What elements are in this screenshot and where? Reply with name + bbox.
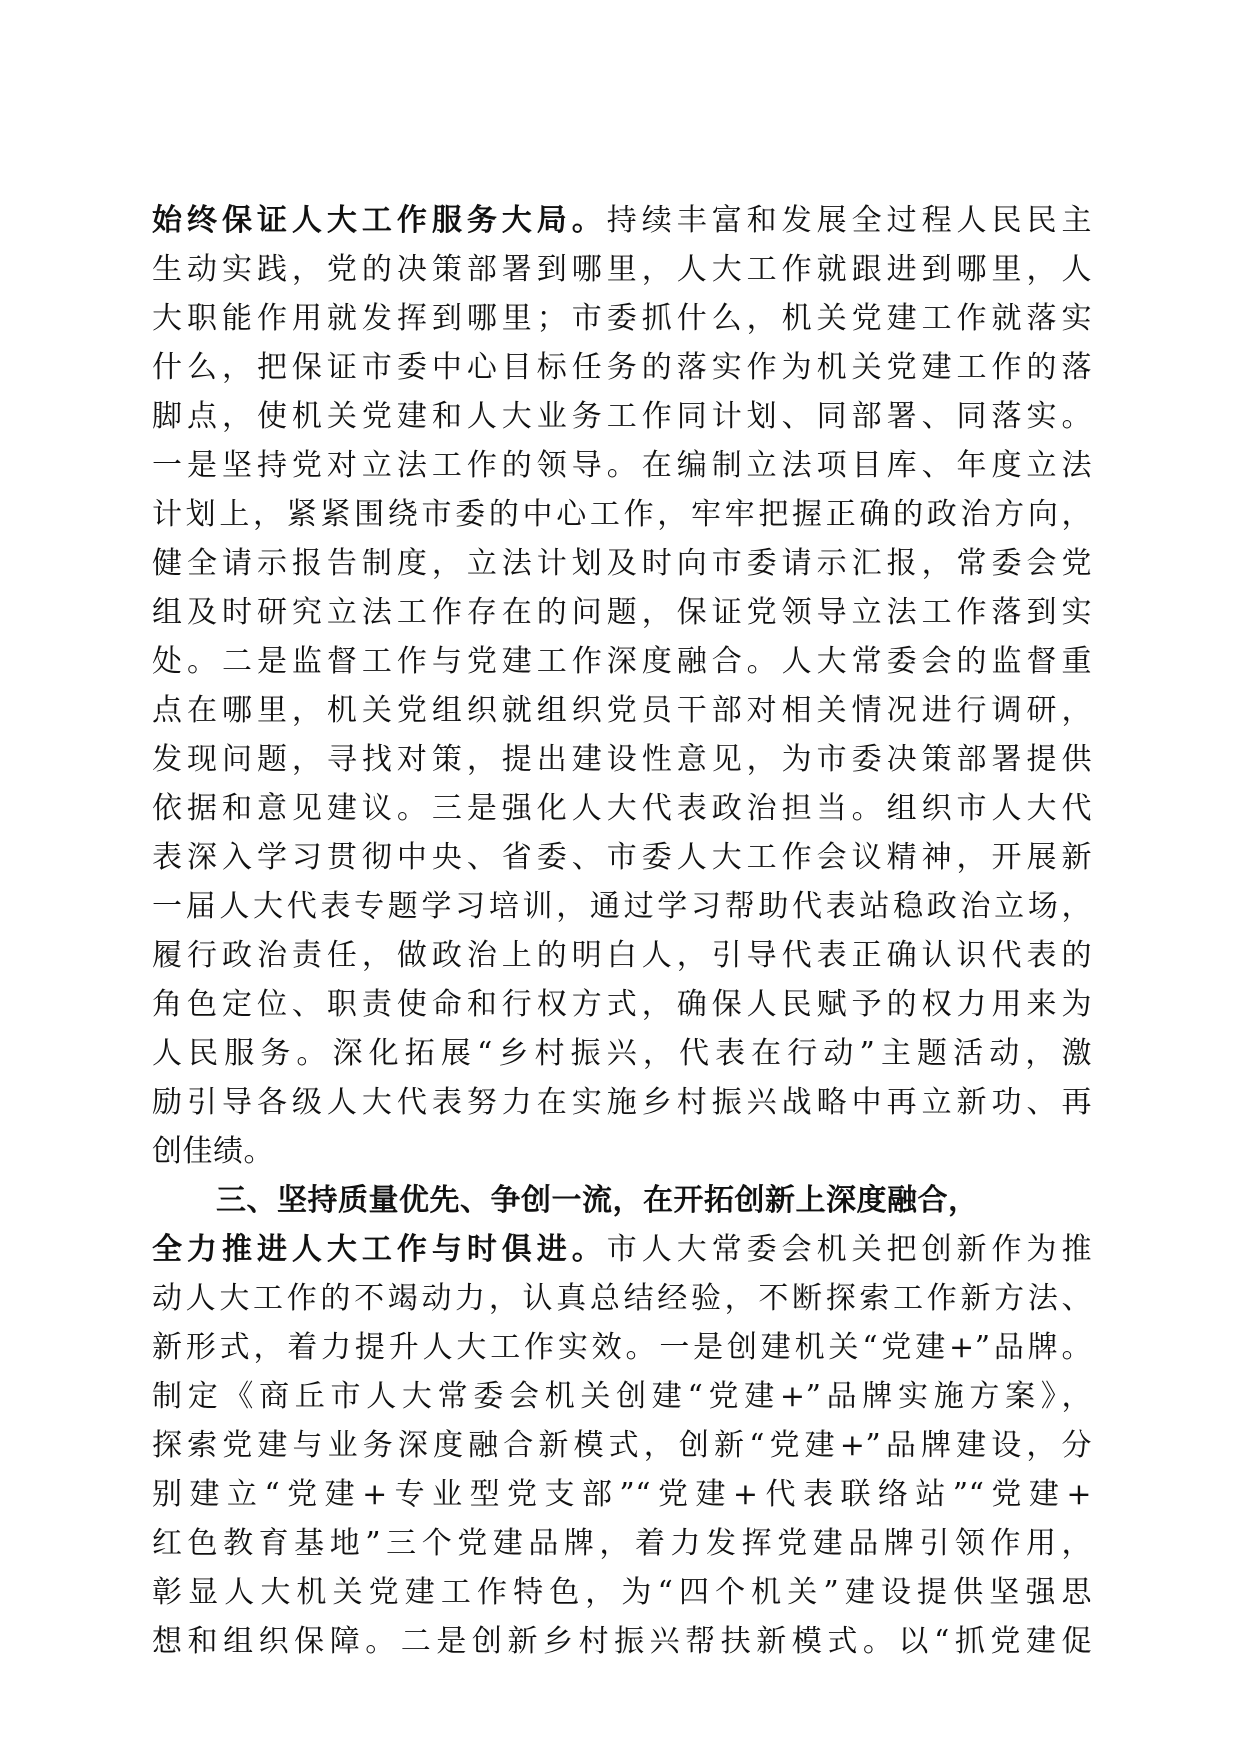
line-text: 计划上，紧紧围绕市委的中心工作，牢牢把握正确的政治方向， [152, 497, 1092, 532]
line-text: 健全请示报告制度，立法计划及时向市委请示汇报，常委会党 [152, 546, 1092, 581]
line-text: 大职能作用就发挥到哪里；市委抓什么，机关党建工作就落实 [152, 301, 1092, 336]
line-text: 别建立“党建+专业型党支部”“党建+代表联络站”“党建+ [152, 1477, 1092, 1512]
text-line [152, 196, 1092, 245]
bold-heading-phrase: 全力推进人大工作与时俱进。 [152, 1232, 607, 1267]
text-line [152, 539, 1092, 588]
line-text: 创佳绩。 [152, 1134, 274, 1169]
line-text: 制定《商丘市人大常委会机关创建“党建+”品牌实施方案》， [152, 1379, 1092, 1414]
text-line [152, 1029, 1092, 1078]
line-text: 脚点，使机关党建和人大业务工作同计划、同部署、同落实。 [152, 399, 1092, 434]
line-text: 发现问题，寻找对策，提出建设性意见，为市委决策部署提供 [152, 742, 1092, 777]
text-line [152, 931, 1092, 980]
text-line [152, 1225, 1092, 1274]
text-line [152, 1323, 1092, 1372]
line-text: 点在哪里，机关党组织就组织党员干部对相关情况进行调研， [152, 693, 1092, 728]
text-line [152, 1568, 1092, 1617]
text-line [152, 1372, 1092, 1421]
line-text: 人民服务。深化拓展“乡村振兴，代表在行动”主题活动，激 [152, 1036, 1092, 1071]
text-line [152, 343, 1092, 392]
line-text: 什么，把保证市委中心目标任务的落实作为机关党建工作的落 [152, 350, 1092, 385]
body-text [152, 196, 1092, 1666]
text-line [152, 784, 1092, 833]
line-text: 表深入学习贯彻中央、省委、市委人大工作会议精神，开展新 [152, 840, 1092, 875]
text-line [152, 245, 1092, 294]
text-line [152, 1127, 1092, 1176]
line-text: 一是坚持党对立法工作的领导。在编制立法项目库、年度立法 [152, 448, 1092, 483]
text-line [152, 686, 1092, 735]
line-text: 持续丰富和发展全过程人民民主 [606, 203, 1092, 238]
line-text: 励引导各级人大代表努力在实施乡村振兴战略中再立新功、再 [152, 1085, 1092, 1120]
line-text: 红色教育基地”三个党建品牌，着力发挥党建品牌引领作用， [152, 1526, 1092, 1561]
text-line [152, 1274, 1092, 1323]
line-text: 想和组织保障。二是创新乡村振兴帮扶新模式。以“抓党建促 [152, 1624, 1092, 1659]
text-line [152, 980, 1092, 1029]
line-text: 依据和意见建议。三是强化人大代表政治担当。组织市人大代 [152, 791, 1092, 826]
text-line [152, 735, 1092, 784]
text-line [152, 882, 1092, 931]
line-text: 角色定位、职责使命和行权方式，确保人民赋予的权力用来为 [152, 987, 1092, 1022]
line-text: 处。二是监督工作与党建工作深度融合。人大常委会的监督重 [152, 644, 1092, 679]
text-line [152, 1421, 1092, 1470]
text-line [152, 588, 1092, 637]
line-text: 市人大常委会机关把创新作为推 [606, 1232, 1092, 1267]
text-line [152, 1470, 1092, 1519]
text-line [152, 1519, 1092, 1568]
line-text: 组及时研究立法工作存在的问题，保证党领导立法工作落到实 [152, 595, 1092, 630]
line-text: 彰显人大机关党建工作特色，为“四个机关”建设提供坚强思 [152, 1575, 1092, 1610]
text-line [152, 490, 1092, 539]
line-text: 新形式，着力提升人大工作实效。一是创建机关“党建+”品牌。 [152, 1330, 1092, 1365]
text-line [152, 294, 1092, 343]
line-text: 一届人大代表专题学习培训，通过学习帮助代表站稳政治立场， [152, 889, 1092, 924]
text-line [152, 833, 1092, 882]
text-line [152, 1617, 1092, 1666]
bold-heading-phrase: 始终保证人大工作服务大局。 [152, 203, 607, 238]
line-text: 探索党建与业务深度融合新模式，创新“党建+”品牌建设，分 [152, 1428, 1092, 1463]
line-text: 动人大工作的不竭动力，认真总结经验，不断探索工作新方法、 [152, 1281, 1092, 1316]
section-three-heading: 三、坚持质量优先、争创一流，在开拓创新上深度融合， [216, 1183, 979, 1218]
line-text: 生动实践，党的决策部署到哪里，人大工作就跟进到哪里，人 [152, 252, 1092, 287]
line-text: 履行政治责任，做政治上的明白人，引导代表正确认识代表的 [152, 938, 1092, 973]
text-line [152, 1078, 1092, 1127]
text-line [152, 441, 1092, 490]
section-heading-line [152, 1176, 1092, 1225]
text-line [152, 392, 1092, 441]
text-line [152, 637, 1092, 686]
